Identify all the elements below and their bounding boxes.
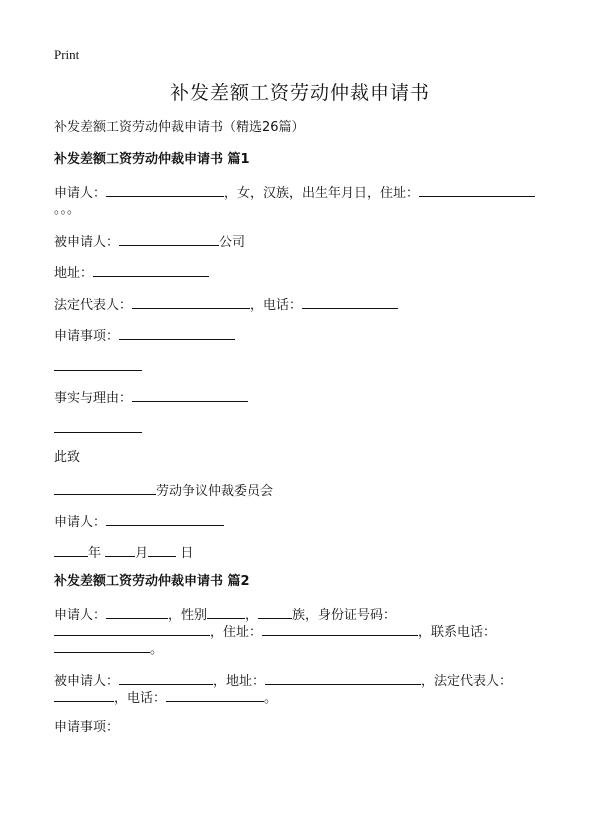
month-label: 月: [135, 546, 149, 561]
applicant-line: [54, 183, 535, 202]
s2-legal-rep-label: ，法定代表人：: [421, 674, 513, 689]
address-line: [54, 263, 209, 282]
committee-blank: [54, 481, 156, 495]
year-label: 年: [88, 546, 102, 561]
facts-label: 事实与理由：: [54, 391, 133, 406]
s2-contact-blank: [54, 639, 150, 653]
s2-respondent-blank: [119, 671, 213, 685]
facts-blank: [132, 388, 248, 402]
respondent-line: [54, 232, 245, 251]
page-title: 补发差额工资劳动仲裁申请书: [169, 82, 430, 104]
signature-line: [54, 512, 224, 531]
s2-resp-address-label: ，地址：: [213, 674, 266, 689]
s2-respondent-label: 被申请人：: [54, 674, 120, 689]
signature-label: 申请人：: [54, 515, 107, 530]
phone-blank: [302, 295, 398, 309]
phone-label: ，电话：: [250, 298, 303, 313]
section-heading-1: 补发差额工资劳动仲裁申请书 篇1: [54, 152, 250, 167]
s2-applicant-blank: [106, 605, 168, 619]
facts-line: [54, 388, 248, 407]
matters-line: [54, 326, 235, 345]
day-label: 日: [180, 546, 194, 561]
s2-period: 。: [150, 642, 164, 657]
s2-id-blank: [54, 622, 210, 636]
respondent-suffix: 公司: [219, 235, 246, 250]
committee-text: 劳动争议仲裁委员会: [156, 484, 274, 499]
s2-ethnic-label: 族，身份证号码：: [292, 608, 397, 623]
legal-rep-label: 法定代表人：: [54, 298, 133, 313]
section-heading-2: 补发差额工资劳动仲裁申请书 篇2: [54, 574, 250, 589]
month-blank: [105, 543, 135, 557]
s2-matters-line: 申请事项：: [54, 720, 120, 735]
s2-phone-label: ，电话：: [114, 691, 167, 706]
s2-ethnic-blank: [258, 605, 292, 619]
respondent-label: 被申请人：: [54, 235, 120, 250]
year-blank: [54, 543, 88, 557]
s2-resp-address-blank: [265, 671, 421, 685]
s2-legal-rep-blank: [54, 688, 114, 702]
day-blank: [148, 543, 176, 557]
print-link[interactable]: Print: [54, 47, 80, 62]
date-line: [54, 543, 193, 562]
s2-period-2: 。: [264, 691, 278, 706]
s2-gender-blank: [207, 605, 245, 619]
matters-blank: [119, 326, 235, 340]
applicant-info-text: ，女，汉族，出生年月日，住址：: [224, 186, 420, 201]
legal-rep-blank: [132, 295, 250, 309]
s2-gender-label: ，性别: [168, 608, 208, 623]
committee-line: [54, 481, 273, 500]
s2-phone-line: [54, 688, 277, 707]
signature-blank: [106, 512, 224, 526]
s2-contact-label: ，联系电话：: [418, 625, 497, 640]
s2-comma: ，: [245, 608, 259, 623]
matters-label: 申请事项：: [54, 329, 120, 344]
matters-extra-blank: [54, 357, 142, 371]
applicant-label: 申请人：: [54, 186, 107, 201]
facts-continuation: [54, 419, 142, 438]
respondent-blank: [119, 232, 219, 246]
s2-address-label: ，住址：: [210, 625, 263, 640]
address-label: 地址：: [54, 266, 94, 281]
s2-applicant-label: 申请人：: [54, 608, 107, 623]
facts-extra-blank: [54, 419, 142, 433]
address-blank: [93, 263, 209, 277]
legal-rep-line: [54, 295, 398, 314]
dots-line: 。。。: [54, 202, 81, 217]
salutation: 此致: [54, 450, 81, 465]
document-subtitle: 补发差额工资劳动仲裁申请书（精选26篇）: [54, 120, 305, 135]
applicant-address-blank: [419, 183, 535, 197]
applicant-name-blank: [106, 183, 224, 197]
s2-address-blank: [262, 622, 418, 636]
matters-continuation: [54, 357, 142, 376]
s2-contact-line: [54, 639, 163, 658]
s2-phone-blank: [166, 688, 264, 702]
